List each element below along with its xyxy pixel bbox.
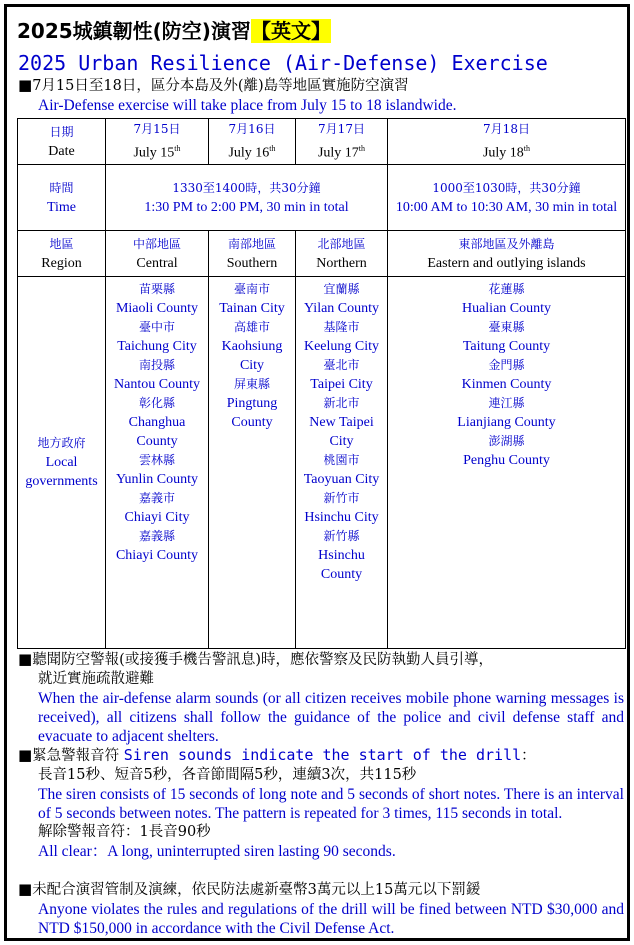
region-row — [18, 231, 626, 277]
siren-section — [18, 746, 624, 861]
bullet-square: ■ — [18, 650, 33, 668]
bullet-square: ■ — [18, 746, 33, 764]
exercise-schedule-table — [17, 118, 626, 649]
date-label-cell: 日期 Date — [18, 119, 106, 165]
siren-zh-head: 緊急警報音符 — [32, 748, 120, 764]
siren-en-head: Siren sounds indicate the start of the drill — [123, 746, 522, 764]
date-cell: 7月17日 July 17th — [296, 119, 388, 165]
intro-en: Air-Defense exercise will take place from July 15 to 18 islandwide. — [38, 97, 457, 114]
siren-en-detail: The siren consists of 15 seconds of long note and 5 seconds of short notes. There is an interval of 5 seconds between notes. The pattern is repeated for 3 times, 115 seconds in total. — [38, 786, 624, 822]
alarm-zh-line2: 就近實施疏散避難 — [38, 671, 154, 687]
title-zh-highlight: 【英文】 — [250, 19, 331, 43]
date-row — [18, 119, 626, 165]
gov-label-cell: 地方政府 Local governments — [18, 277, 106, 649]
date-cell: 7月16日 July 16th — [209, 119, 296, 165]
clear-en: All clear：A long, uninterrupted siren lasting 90 seconds. — [38, 843, 396, 860]
time-east-cell: 1000至1030時，共30分鐘 10:00 AM to 10:30 AM, 30 min in total — [388, 165, 626, 231]
alarm-zh-line1: 聽聞防空警報(或接獲手機告警訊息)時，應依警察及民防執勤人員引導， — [32, 652, 493, 668]
region-label-cell: 地區 Region — [18, 231, 106, 277]
penalty-zh: 未配合演習管制及演練，依民防法處新臺幣3萬元以上15萬元以下罰鍰 — [32, 882, 481, 898]
gov-southern-list: 臺南市 Tainan City 高雄市 Kaohsiung City 屏東縣 Pingtung County — [209, 277, 296, 649]
penalty-section — [18, 880, 624, 938]
intro-section — [18, 76, 624, 115]
region-northern-cell: 北部地區 Northern — [296, 231, 388, 277]
gov-row — [18, 277, 626, 649]
date-cell: 7月18日 July 18th — [388, 119, 626, 165]
bullet-square: ■ — [18, 76, 33, 94]
gov-northern-list: 宜蘭縣 Yilan County 基隆市 Keelung City 臺北市 Taipei City 新北市 New Taipei City 桃園市 Taoyuan City 新竹市 Hsinchu City 新竹縣 Hsinchu County — [296, 277, 388, 649]
intro-zh: 7月15日至18日，區分本島及外(離)島等地區實施防空演習 — [32, 78, 409, 94]
siren-colon: ： — [521, 748, 536, 764]
clear-zh: 解除警報音符：1長音90秒 — [38, 824, 211, 840]
gov-central-list: 苗栗縣 Miaoli County 臺中市 Taichung City 南投縣 Nantou County 彰化縣 Changhua County 雲林縣 Yunlin County 嘉義市 Chiayi City 嘉義縣 Chiayi County — [106, 277, 209, 649]
page-title-zh — [17, 15, 331, 44]
page-title-en: 2025 Urban Resilience (Air-Defense) Exercise — [18, 51, 548, 75]
title-zh-prefix: 2025城鎮韌性(防空)演習 — [17, 19, 251, 43]
region-eastern-cell: 東部地區及外離島 Eastern and outlying islands — [388, 231, 626, 277]
gov-eastern-list: 花蓮縣 Hualian County 臺東縣 Taitung County 金門縣 Kinmen County 連江縣 Lianjiang County 澎湖縣 Penghu County — [388, 277, 626, 649]
bullet-square: ■ — [18, 880, 33, 898]
date-cell: 7月15日 July 15th — [106, 119, 209, 165]
siren-zh-detail: 長音15秒、短音5秒，各音節間隔5秒，連續3次，共115秒 — [38, 767, 417, 783]
time-label-cell: 時間 Time — [18, 165, 106, 231]
time-row — [18, 165, 626, 231]
alarm-section — [18, 650, 624, 746]
alarm-en: When the air-defense alarm sounds (or all citizen receives mobile phone warning messages is received), all citizens shall follow the guidance of the police and civil defense staff and evacuate to adjacent shelters. — [38, 690, 624, 745]
penalty-en: Anyone violates the rules and regulations of the drill will be fined between NTD $30,000 and NTD $150,000 in accordance with the Civil Defense Act. — [38, 901, 624, 937]
region-central-cell: 中部地區 Central — [106, 231, 209, 277]
time-main-cell: 1330至1400時，共30分鐘 1:30 PM to 2:00 PM, 30 min in total — [106, 165, 388, 231]
region-southern-cell: 南部地區 Southern — [209, 231, 296, 277]
notice-sheet — [4, 4, 630, 941]
